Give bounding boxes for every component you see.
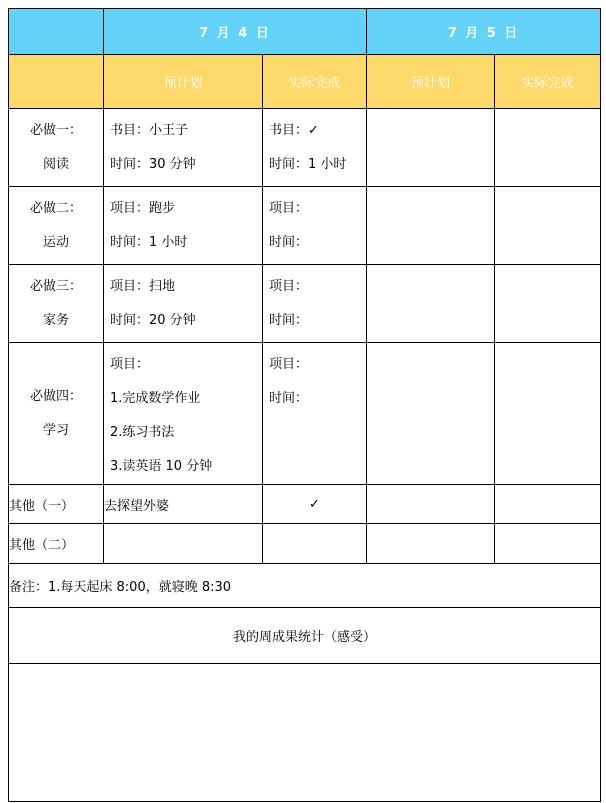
- day1-actual-cell[interactable]: [263, 485, 367, 524]
- day2-actual-cell[interactable]: [495, 109, 601, 187]
- day1-plan-cell[interactable]: [104, 187, 263, 265]
- actual-time: 时间：: [269, 391, 309, 406]
- day2-actual-cell[interactable]: [495, 524, 601, 564]
- plan-time: 时间：30 分钟: [110, 157, 196, 172]
- note-text: 备注：1.每天起床 8:00，就寝晚 8:30: [9, 564, 601, 608]
- category-title: 必做四：: [29, 388, 82, 404]
- day1-actual-cell[interactable]: [263, 343, 367, 485]
- plan-item: 项目：: [110, 357, 150, 372]
- task-category: [9, 187, 104, 265]
- task-row-sports: [9, 187, 601, 265]
- plan-item: 1.完成数学作业: [110, 391, 201, 406]
- day2-actual-cell[interactable]: [495, 187, 601, 265]
- task-row-study: [9, 343, 601, 485]
- header-corner-blue: [9, 9, 104, 55]
- stats-title: 我的周成果统计（感受）: [9, 608, 601, 664]
- day1-plan-cell[interactable]: [104, 109, 263, 187]
- actual-time: 时间：: [269, 313, 309, 328]
- day2-plan-cell[interactable]: [367, 265, 495, 343]
- note-row: [9, 564, 601, 608]
- day2-actual-cell[interactable]: [495, 343, 601, 485]
- day1-plan-cell[interactable]: [104, 524, 263, 564]
- category-subject: 学习: [42, 422, 69, 438]
- date-header-row: [9, 9, 601, 55]
- day1-actual-cell[interactable]: [263, 265, 367, 343]
- task-row-reading: [9, 109, 601, 187]
- day1-plan-header: 预计划: [104, 55, 263, 109]
- weekly-plan-table: [8, 8, 601, 802]
- plan-time: 时间：20 分钟: [110, 313, 196, 328]
- day2-plan-header: 预计划: [367, 55, 495, 109]
- plan-item: 项目：跑步: [110, 201, 176, 216]
- day2-actual-cell[interactable]: [495, 485, 601, 524]
- day1-actual-header: 实际完成: [263, 55, 367, 109]
- day2-actual-header: 实际完成: [495, 55, 601, 109]
- task-category: [9, 265, 104, 343]
- actual-time: 时间：1 小时: [269, 157, 347, 172]
- stats-content-area[interactable]: [9, 664, 601, 802]
- category-subject: 家务: [42, 312, 69, 328]
- actual-time: 时间：: [269, 235, 309, 250]
- actual-item: 项目：: [269, 279, 309, 294]
- category-subject: 阅读: [42, 156, 69, 172]
- category-subject: 运动: [42, 234, 69, 250]
- day2-plan-cell[interactable]: [367, 485, 495, 524]
- day2-plan-cell[interactable]: [367, 343, 495, 485]
- day2-actual-cell[interactable]: [495, 265, 601, 343]
- day1-actual-cell[interactable]: [263, 524, 367, 564]
- date-header-day1: 7 月 4 日: [104, 9, 367, 55]
- other-label: 其他（二）: [9, 524, 104, 564]
- category-title: 必做三：: [29, 278, 82, 294]
- day2-plan-cell[interactable]: [367, 109, 495, 187]
- actual-item: 项目：: [269, 201, 309, 216]
- plan-item: 项目：扫地: [110, 279, 176, 294]
- category-title: 必做一：: [29, 122, 82, 138]
- day1-plan-cell[interactable]: [104, 265, 263, 343]
- date-header-day2: 7 月 5 日: [367, 9, 601, 55]
- actual-item: 项目：: [269, 357, 309, 372]
- day1-actual-cell[interactable]: [263, 187, 367, 265]
- plan-item: 3.读英语 10 分钟: [110, 459, 213, 474]
- other-row-2: [9, 524, 601, 564]
- header-corner-yellow: [9, 55, 104, 109]
- task-category: [9, 343, 104, 485]
- other-label: 其他（一）: [9, 485, 104, 524]
- day2-plan-cell[interactable]: [367, 187, 495, 265]
- day1-actual-cell[interactable]: [263, 109, 367, 187]
- category-title: 必做二：: [29, 200, 82, 216]
- plan-item: 书目：小王子: [110, 123, 189, 138]
- stats-content-row: [9, 664, 601, 802]
- task-row-chores: [9, 265, 601, 343]
- plan-time: 时间：1 小时: [110, 235, 188, 250]
- stats-title-row: [9, 608, 601, 664]
- task-category: [9, 109, 104, 187]
- actual-item: 书目：✓: [269, 123, 319, 138]
- day2-plan-cell[interactable]: [367, 524, 495, 564]
- plan-item: 2.练习书法: [110, 425, 175, 440]
- check-mark-icon: ✓: [309, 496, 320, 512]
- day1-plan-cell[interactable]: [104, 343, 263, 485]
- day1-plan-cell[interactable]: 去探望外婆: [104, 485, 263, 524]
- other-row-1: [9, 485, 601, 524]
- subheader-row: [9, 55, 601, 109]
